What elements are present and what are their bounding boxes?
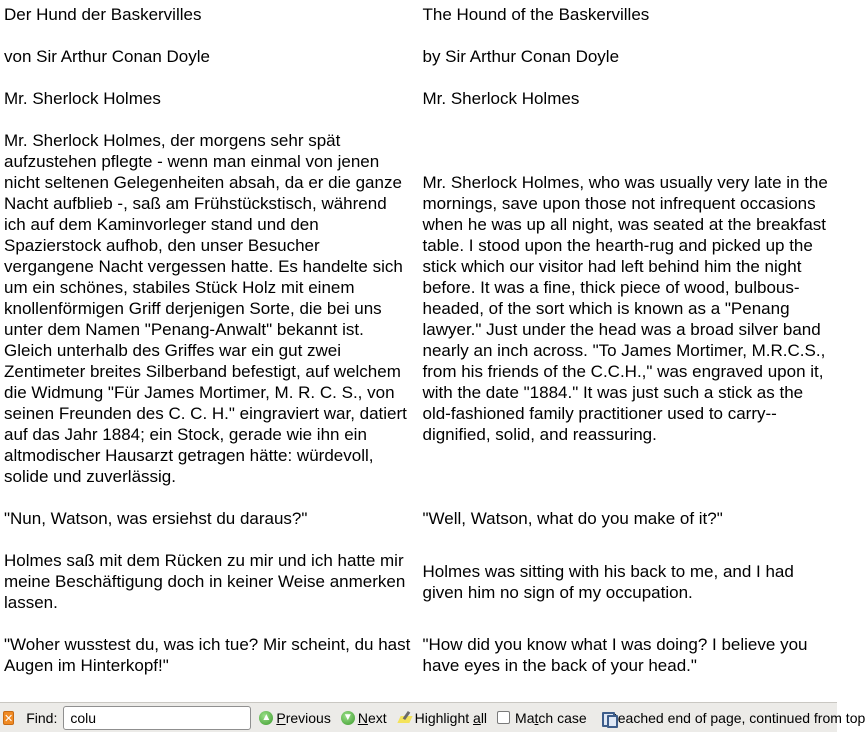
german-title: Der Hund der Baskervilles bbox=[4, 5, 202, 24]
paragraph-row bbox=[0, 126, 837, 504]
german-cell bbox=[0, 84, 419, 126]
highlight-all-label: Highlight all bbox=[414, 709, 488, 726]
english-paragraph: Mr. Sherlock Holmes, who was usually very late in the mornings, save upon those not infrequent occasions when he was up all night, was seated at the breakfast table. I stood upon the hearth-rug and picked up the stick which our visitor had left behind him the night before. It was a fine, thick piece of wood, bulbous-headed, of the sort which is known as a "Penang lawyer." Just under the head was a broad silver band nearly an inch across. "To James Mortimer, M.R.C.S., from his friends of the C.C.H.," was engraved upon it, with the date "1884." It was just such a stick as the old-fashioned family practitioner used to carry--dignified, solid, and reassuring. bbox=[422, 173, 828, 444]
find-status-text: Reached end of page, continued from top bbox=[607, 709, 865, 726]
german-chapter-heading: Mr. Sherlock Holmes bbox=[4, 89, 161, 108]
find-label: Find: bbox=[26, 709, 58, 726]
english-cell bbox=[419, 630, 838, 693]
english-title: The Hound of the Baskervilles bbox=[422, 5, 650, 24]
german-author: von Sir Arthur Conan Doyle bbox=[4, 47, 210, 66]
german-paragraph: Holmes saß mit dem Rücken zu mir und ich hatte mir meine Beschäftigung doch in keiner Weise anmerken lassen. bbox=[4, 551, 406, 612]
highlight-all-toggle[interactable] bbox=[397, 710, 487, 726]
german-cell bbox=[0, 546, 419, 630]
german-paragraph: "Woher wusstest du, was ich tue? Mir scheint, du hast Augen im Hinterkopf!" bbox=[4, 635, 411, 675]
find-input[interactable] bbox=[63, 706, 251, 730]
german-paragraph: "Nun, Watson, was ersiehst du daraus?" bbox=[4, 509, 308, 528]
previous-label: Previous bbox=[276, 709, 331, 726]
title-row bbox=[0, 0, 837, 42]
down-arrow-icon: ▼ bbox=[341, 711, 355, 725]
english-cell bbox=[419, 546, 838, 630]
english-cell bbox=[419, 504, 838, 546]
english-cell bbox=[419, 0, 838, 42]
chapter-row bbox=[0, 84, 837, 126]
english-cell bbox=[419, 126, 838, 504]
find-bar bbox=[0, 702, 865, 732]
english-paragraph: "Well, Watson, what do you make of it?" bbox=[422, 509, 723, 528]
german-paragraph: Mr. Sherlock Holmes, der morgens sehr spät aufzustehen pflegte - wenn man einmal von jenen nicht seltenen Gelegenheiten absah, da er die ganze Nacht aufblieb -, saß am Frühstückstisch, während ich auf dem Kaminvorleger stand und den Spazierstock aufhob, den unser Besucher vergangene Nacht vergessen hatte. Es handelte sich um ein schönes, stabiles Stück Holz mit einem knollenförmigen Griff derjenigen Sorte, die bei uns unter dem Namen "Penang-Anwalt" bekannt ist. Gleich unterhalb des Griffes war ein gut zwei Zentimeter breites Silberband befestigt, auf welchem die Widmung "Für James Mortimer, M. R. C. S., von seinen Freunden des C. C. H." eingraviert war, datiert auf das Jahr 1884; ein Stock, gerade wie ihn ein altmodischer Hausarzt getragen hätte: würdevoll, solide und zuverlässig. bbox=[4, 131, 407, 486]
up-arrow-icon: ▲ bbox=[259, 711, 273, 725]
german-cell bbox=[0, 126, 419, 504]
paragraph-row bbox=[0, 630, 837, 693]
english-author: by Sir Arthur Conan Doyle bbox=[422, 47, 620, 66]
english-paragraph: Holmes was sitting with his back to me, and I had given him no sign of my occupation. bbox=[422, 561, 794, 602]
match-case-checkbox[interactable] bbox=[497, 710, 587, 726]
german-cell bbox=[0, 504, 419, 546]
highlighter-icon bbox=[397, 711, 413, 725]
previous-button[interactable] bbox=[259, 710, 330, 726]
match-case-label: Match case bbox=[515, 709, 587, 726]
close-icon[interactable]: ✕ bbox=[4, 712, 14, 725]
author-row bbox=[0, 42, 837, 84]
english-chapter-heading: Mr. Sherlock Holmes bbox=[422, 89, 580, 108]
english-cell bbox=[419, 84, 838, 126]
german-cell bbox=[0, 630, 419, 693]
next-button[interactable] bbox=[341, 710, 387, 726]
next-label: Next bbox=[357, 709, 387, 726]
checkbox-box[interactable] bbox=[497, 711, 510, 724]
english-cell bbox=[419, 42, 838, 84]
paragraph-row bbox=[0, 504, 837, 546]
german-cell bbox=[0, 0, 419, 42]
german-cell bbox=[0, 42, 419, 84]
english-paragraph: "How did you know what I was doing? I believe you have eyes in the back of your head." bbox=[422, 635, 808, 675]
paragraph-row bbox=[0, 546, 837, 630]
